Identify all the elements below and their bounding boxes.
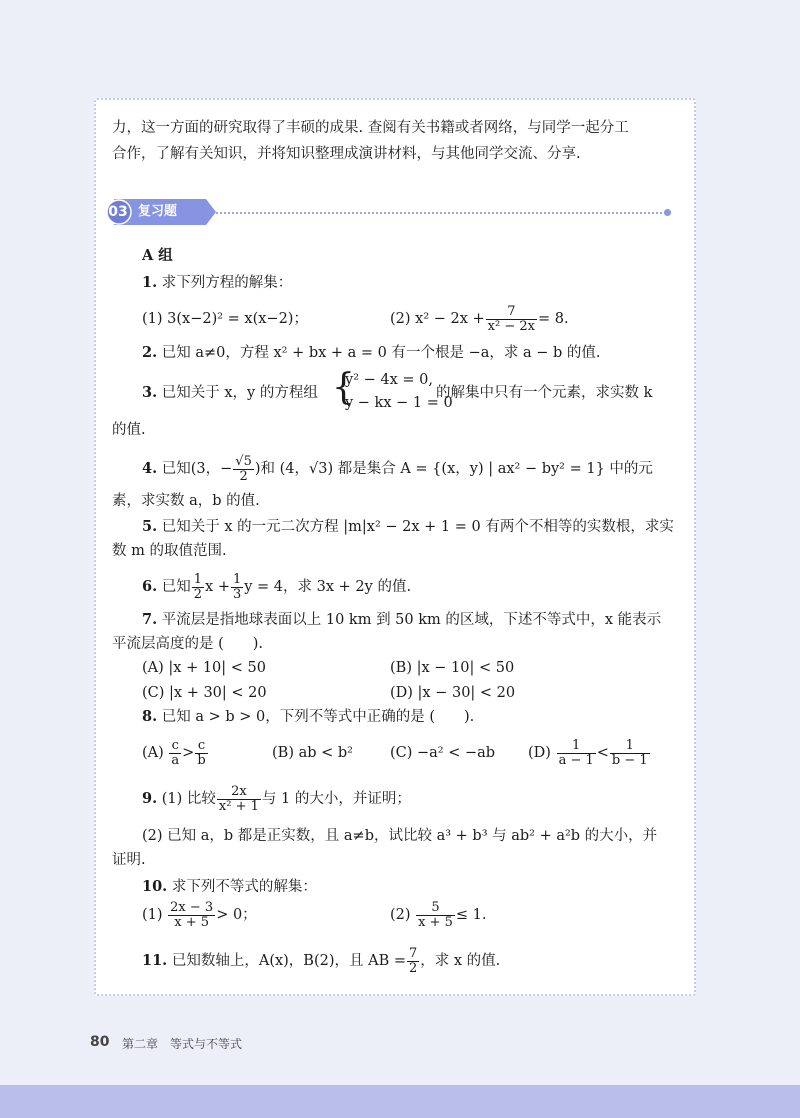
q8-option-b: (B) ab < b²: [272, 745, 353, 761]
q3-pre: 3. 已知关于 x，y 的方程组: [142, 384, 318, 401]
q3-brace: {: [332, 367, 355, 408]
q8-option-d: (D) $\frac{1}{a - 1}$ < $\frac{1}{b - 1}$: [528, 737, 648, 768]
q8-option-a: (A) $\frac{c}{a}$ > $\frac{c}{b}$: [142, 737, 206, 768]
q7-option-c: (C) |x + 30| < 20: [142, 685, 267, 701]
q4-cont: 素，求实数 a，b 的值.: [112, 493, 260, 509]
q10-part-a: (1) $\frac{2x - 3}{x + 5}$ > 0；: [142, 899, 257, 930]
q7-option-b: (B) |x − 10| < 50: [390, 660, 515, 676]
q6-line: 6. 已知 $\frac{1}{2}$ x + $\frac{1}{3}$ y = 4，求 3x + 2y 的值.: [142, 571, 412, 602]
q10-line: 10. 求下列不等式的解集：: [142, 878, 317, 895]
chapter-title: 第二章 等式与不等式: [122, 1037, 243, 1051]
q7-option-d: (D) |x − 30| < 20: [390, 685, 516, 701]
q7-option-a: (A) |x + 10| < 50: [142, 660, 266, 676]
q7-cont: 平流层高度的是 ( ).: [112, 636, 264, 652]
page-number: 80: [90, 1034, 110, 1050]
q5-line: 5. 已知关于 x 的一元二次方程 |m|x² − 2x + 1 = 0 有两个不相等的实数根，求实: [142, 518, 674, 535]
q9-part-2-cont: 证明.: [112, 852, 146, 868]
q3-cont: 的值.: [112, 422, 146, 438]
q9-line: 9. (1) 比较 $\frac{2x}{\text{x² + 1}}$ 与 1 的大小，并证明；: [142, 783, 411, 814]
q7-line: 7. 平流层是指地球表面以上 10 km 到 50 km 的区域，下述不等式中，x 能表示: [142, 611, 662, 628]
q3-eq2: y − kx − 1 = 0: [345, 395, 453, 411]
section-number: 03: [108, 204, 128, 220]
intro-line-2: 合作，了解有关知识，并将知识整理成演讲材料，与其他同学交流、分享.: [112, 146, 581, 162]
section-title: 复习题: [138, 204, 178, 219]
group-heading: A 组: [142, 247, 173, 264]
q8-line: 8. 已知 a > b > 0，下列不等式中正确的是 ( ).: [142, 708, 475, 725]
q5-cont: 数 m 的取值范围.: [112, 543, 227, 559]
intro-line-1: 力，这一方面的研究取得了丰硕的成果. 查阅有关书籍或者网络，与同学一起分工: [112, 120, 629, 136]
q3-eq1: y² − 4x = 0,: [345, 372, 433, 388]
q9-part-2: (2) 已知 a，b 都是正实数，且 a≠b，试比较 a³ + b³ 与 ab² + a²b 的大小，并: [142, 828, 658, 844]
section-rule: [216, 212, 666, 214]
bottom-band: [0, 1085, 800, 1118]
q2: 2. 已知 a≠0，方程 x² + bx + a = 0 有一个根是 −a，求 a − b 的值.: [142, 344, 601, 361]
q4-line: 4. 已知(3，− $\frac{√5}{2}$ )和 (4，√3) 都是集合 A = {(x，y) | ax² − by² = 1} 中的元: [142, 453, 653, 484]
q3-post: 的解集中只有一个元素，求实数 k: [436, 385, 653, 401]
q1-part-b: (2) x² − 2x + $\frac{7}{\text{x² − 2x}}$ = 8.: [390, 303, 569, 334]
q1-prompt: 1. 求下列方程的解集：: [142, 274, 293, 291]
section-rule-dot: [664, 209, 671, 216]
q1-part-a: (1) 3(x−2)² = x(x−2)；: [142, 311, 308, 327]
q11-line: 11. 已知数轴上，A(x)，B(2)，且 AB = $\frac{7}{2}$ ，求 x 的值.: [142, 945, 501, 976]
q8-option-c: (C) −a² < −ab: [390, 745, 496, 761]
q10-part-b: (2) $\frac{5}{x + 5}$ ≤ 1.: [390, 899, 487, 930]
